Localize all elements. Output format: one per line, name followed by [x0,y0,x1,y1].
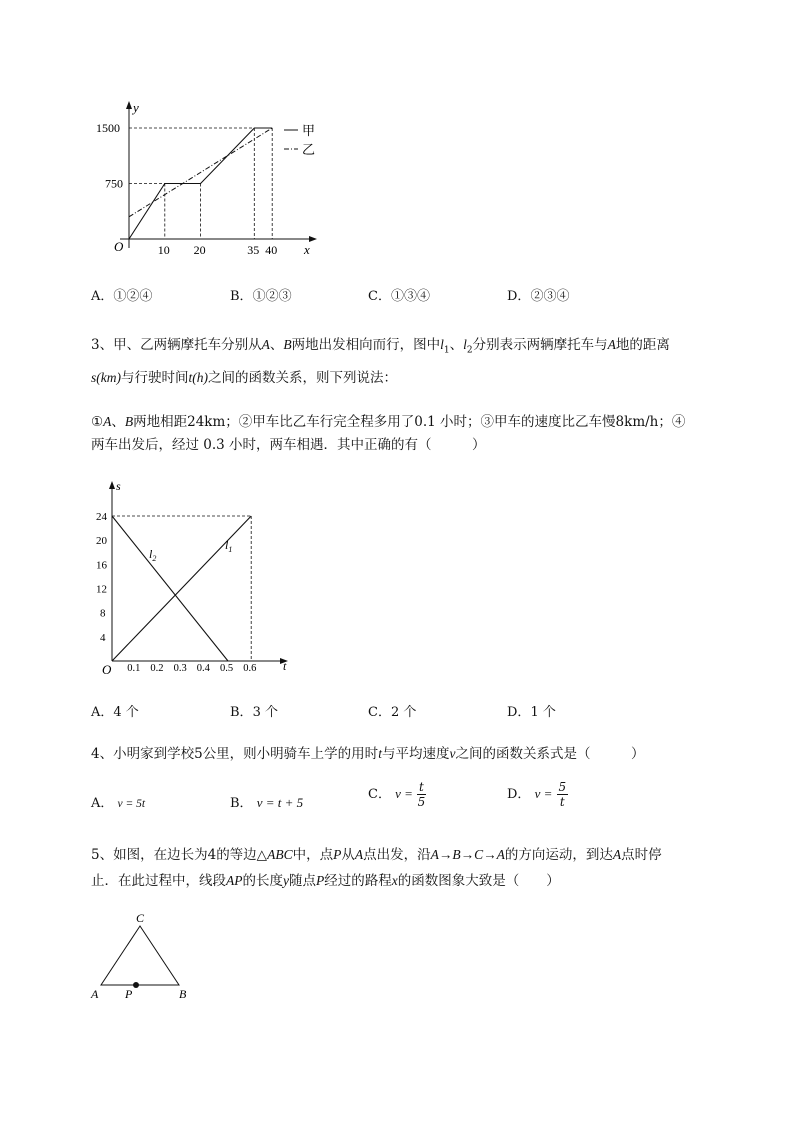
q3-label-l1: $l_1$ [225,538,233,554]
q5-p: P [333,847,342,862]
q4-option-b[interactable] [230,792,303,811]
q3-stem-line2 [91,366,397,386]
q3-st3: ；②甲车比乙车行完全程多用了0.1 小时；③甲车的速度比乙车慢 [225,414,616,430]
q3-option-c[interactable] [368,701,416,720]
q5-t10: 随点 [289,873,316,889]
q3-t5: 与行驶时间 [121,370,189,386]
q5-t9: 的长度 [242,873,283,889]
q4-option-d-label: D． [507,787,531,802]
q5-t2: 的等边△ [216,847,268,863]
q3-t-h: t(h) [188,370,208,385]
q5-t6: 的方向运动，到达 [504,847,613,863]
q5-t8: 止．在此过程中，线段 [91,873,226,889]
q3-ytick-8: 8 [100,607,106,620]
q3-xlabel: t [283,659,287,673]
q2-legend-yi: 乙 [302,142,316,157]
q2-xtick-40: 40 [265,243,278,257]
q3-option-d[interactable] [507,701,556,720]
q5-stem-line2 [91,869,560,889]
q4-option-a[interactable] [91,792,145,811]
q3-option-b[interactable] [230,701,278,720]
q2-xtick-35: 35 [247,243,260,257]
q4-stem [91,742,644,762]
q5-a2: A [612,847,622,862]
q4-option-a-label: A． [91,796,114,811]
q3-statements-line1 [91,410,685,430]
q2-xtick-20: 20 [193,243,206,257]
q2-option-c-text: ①③④ [390,289,430,304]
q2-option-b[interactable] [230,285,292,304]
q3-l2: l [463,337,467,352]
q5-triangle-figure [88,908,198,1004]
q3-t6: 之间的函数关系，则下列说法： [208,370,397,386]
q5-triangle [101,926,179,985]
q3-l1-sub: 1 [443,345,450,356]
q2-origin: O [114,239,124,254]
q3-ylabel: s [116,479,121,493]
q5-t7: 点时停 [621,847,662,863]
q2-series-yi [129,128,272,217]
q2-option-d-label: D． [507,289,531,304]
q3-ytick-16: 16 [96,559,107,572]
q2-x-arrow [309,236,317,242]
q3-l2-sub: 2 [466,345,473,356]
q3-sep: 、 [269,337,284,353]
q2-y-arrow [126,101,132,109]
q4-t4: 之间的函数关系式是（ ） [455,746,645,762]
q3-option-a-text: 4 个 [113,705,139,720]
q3-st-a: A [103,414,112,429]
q5-stem-line1 [91,843,662,863]
q4-option-c-lhs: v = [395,786,413,801]
q3-t4: 地的距离 [615,337,670,353]
q3-option-b-text: 3 个 [252,705,278,720]
q5-t11: 经过的路程 [324,873,392,889]
q3-t3: 分别表示两辆摩托车与 [472,337,608,353]
q4-option-d-lhs: v = [534,786,553,801]
q5-t1: 5、如图，在边长为 [91,847,208,863]
q3-s-km: s(km) [91,370,121,385]
q4-option-c[interactable] [368,780,426,809]
q5-label-p: P [125,987,133,1001]
q2-ytick-1500: 1500 [96,121,120,135]
q5-path: A→B→C→A [430,847,505,862]
q2-option-a-label: A． [91,289,114,304]
q3-xtick-0.2: 0.2 [150,663,164,674]
q2-legend-jia: 甲 [302,123,316,138]
q3-st-sep: 、 [111,414,125,430]
q5-t5: 点出发，沿 [363,847,431,863]
q3-xtick-0.5: 0.5 [220,663,234,674]
q4-option-b-text: v = t + 5 [256,795,304,810]
q2-chart [96,98,340,263]
q3-ytick-12: 12 [96,583,107,596]
q4-option-d-fraction: $\frac{5}{t}$ [558,780,567,809]
q4-option-c-label: C． [368,787,391,802]
q4-var-t: t [378,746,382,761]
q2-xtick-10: 10 [157,243,170,257]
q5-t4: 从 [341,847,355,863]
q3-chart [95,478,310,680]
q5-p2: P [316,873,325,888]
q2-option-d-text: ②③④ [530,289,570,304]
q3-series-l1 [112,516,251,661]
q5-abc: ABC [267,847,293,862]
q3-st4: ；④ [658,414,686,430]
q4-t2: 公里，则小明骑车上学的用时 [202,746,379,762]
q2-option-b-text: ①②③ [252,289,292,304]
q3-l1: l [440,337,444,352]
q2-option-a[interactable] [91,285,152,304]
q5-point-p [133,982,139,988]
q3-option-d-text: 1 个 [530,705,556,720]
q5-num4: 4 [207,847,217,863]
q5-y: y [283,873,289,888]
q3-st-b: B [124,414,134,429]
q3-st-24: 24km [187,414,226,430]
q2-option-b-label: B． [230,289,253,304]
q5-label-c: C [136,911,145,925]
q3-origin: O [102,662,112,677]
q3-xtick-0.6: 0.6 [243,663,257,674]
q3-xtick-0.3: 0.3 [173,663,187,674]
q3-t2: 两地出发相向而行，图中 [291,337,441,353]
q3-t1: 3、甲、乙两辆摩托车分别从 [91,337,262,353]
q3-series-l2 [112,516,228,661]
q5-t3: 中，点 [292,847,334,863]
q2-ylabel: y [133,100,139,115]
q3-var-a: A [261,337,270,352]
q4-t3: 与平均速度 [381,746,450,762]
q2-option-c-label: C． [368,289,391,304]
q3-label-l2: $l_2$ [149,547,157,563]
q4-option-c-fraction: $\frac{t}{5}$ [417,780,426,809]
q3-st-8: 8km/h [615,414,659,430]
q3-var-a2: A [607,337,616,352]
q3-var-b: B [283,337,292,352]
q2-xlabel: x [304,242,310,257]
q2-option-c[interactable] [368,285,430,304]
q5-ap: AP [226,873,243,888]
q5-label-b: B [179,987,187,1001]
q2-option-d[interactable] [507,285,569,304]
q3-st1: ① [91,414,104,430]
q5-x: x [391,873,398,888]
q3-y-arrow [109,481,115,489]
q2-ytick-750: 750 [105,176,123,191]
q3-statements-line2: 两车出发后，经过 0.3 小时，两车相遇．其中正确的有（ ） [91,437,486,453]
q4-option-b-label: B． [230,796,253,811]
q4-option-d[interactable] [507,780,568,809]
q3-ytick-24: 24 [96,511,107,523]
q3-ytick-4: 4 [100,631,106,644]
q3-option-a[interactable] [91,701,139,720]
q5-a: A [354,847,364,862]
q2-option-a-text: ①②④ [113,289,153,304]
q3-xtick-0.4: 0.4 [196,663,210,674]
q4-t1: 4、小明家到学校 [91,746,195,762]
q4-option-a-text: v = 5t [117,798,146,810]
q3-option-c-label: C． [368,705,391,720]
q5-t12: 的函数图象大致是（ ） [397,873,560,889]
q3-sep2: 、 [449,337,464,353]
q5-label-a: A [91,987,99,1001]
q3-option-c-text: 2 个 [390,705,417,720]
q3-stem-line1 [91,333,670,356]
q3-option-a-label: A． [91,705,114,720]
q4-num5: 5 [194,746,203,762]
q3-option-d-label: D． [507,705,531,720]
q4-var-v: v [449,746,456,761]
q3-option-b-label: B． [230,705,253,720]
q3-st2: 两地相距 [133,414,188,430]
q3-ytick-20: 20 [96,535,107,548]
q3-xtick-0.1: 0.1 [127,663,141,674]
